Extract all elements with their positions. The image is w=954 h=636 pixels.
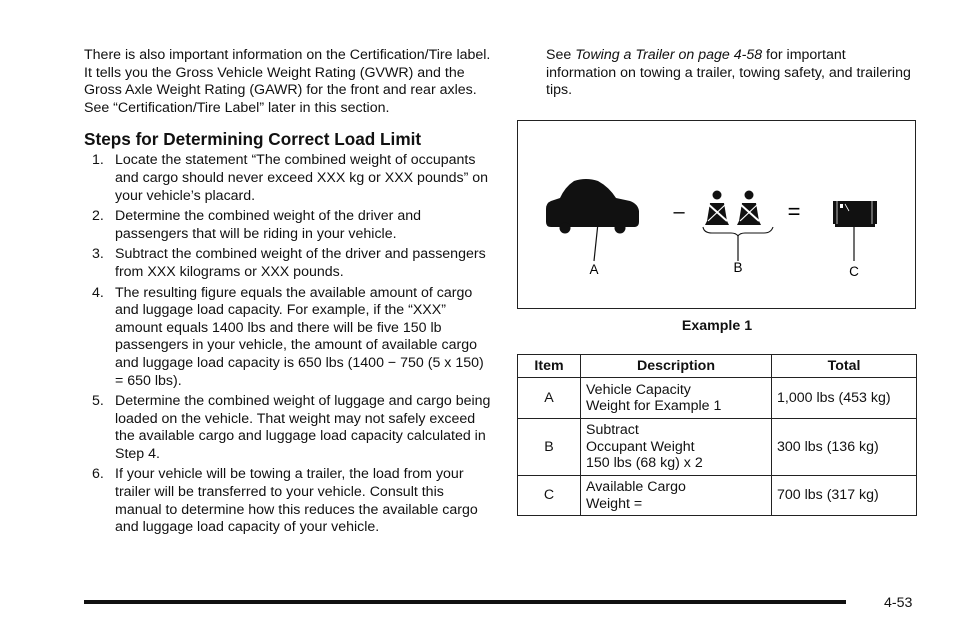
description-line: Available Cargo xyxy=(586,479,686,495)
list-item xyxy=(84,152,492,205)
header-description: Description xyxy=(581,355,772,378)
see-suffix: for important information on towing a trailer, towing safety, and trailering tips. xyxy=(546,47,911,99)
step-text: The resulting figure equals the available amount of cargo and luggage load capacity. For example, if the “XXX” amount equals 1400 lbs and there will be five 150 lb passengers in your vehicle, the amount of available cargo and luggage load capacity is 650 lbs (1400 − 750 (5 x 150) = 650 lbs). xyxy=(115,284,484,389)
total-cell: 1,000 lbs (453 kg) xyxy=(772,378,917,419)
step-number: 4. xyxy=(92,284,104,301)
example-figure xyxy=(517,120,916,309)
total-cell: 300 lbs (136 kg) xyxy=(772,419,917,476)
footer-rule xyxy=(84,600,846,604)
figure-caption: Example 1 xyxy=(681,318,753,334)
list-item xyxy=(84,208,492,243)
step-text: If your vehicle will be towing a trailer, the load from your trailer will be transferred to your vehicle. Consult this manual to determine how this reduces the available cargo and luggage load capacity of your vehicle. xyxy=(115,466,478,536)
item-cell: C xyxy=(518,476,581,516)
steps-list xyxy=(84,152,492,536)
step-text: Locate the statement “The combined weight of occupants and cargo should never exceed XXX kg or XXX pounds” on your vehicle’s placard. xyxy=(115,152,489,204)
see-prefix: See xyxy=(546,47,576,63)
passenger-icon xyxy=(737,191,761,226)
description-line: Weight for Example 1 xyxy=(586,398,722,414)
list-item xyxy=(84,393,492,463)
table-header-row xyxy=(518,355,917,378)
towing-reference xyxy=(546,47,917,100)
right-column xyxy=(517,47,917,512)
step-text: Subtract the combined weight of the driver and passengers from XXX kilograms or XXX pounds. xyxy=(115,246,486,280)
label-b: B xyxy=(733,260,743,275)
description-line: Vehicle Capacity xyxy=(586,381,691,398)
section-heading: Steps for Determining Correct Load Limit xyxy=(84,129,422,150)
page-number: 4-53 xyxy=(884,595,913,611)
table-row xyxy=(518,378,917,419)
load-table xyxy=(517,354,917,516)
step-number: 2. xyxy=(92,208,104,225)
car-icon xyxy=(546,179,639,234)
table-row xyxy=(518,419,917,476)
left-column xyxy=(84,47,492,540)
step-text: Determine the combined weight of luggage and cargo being loaded on the vehicle. That weight may not safely exceed the available cargo and luggage load capacity calculated in Step 4. xyxy=(115,393,491,462)
minus-sign: – xyxy=(673,201,685,223)
description-line: 150 lbs (68 kg) x 2 xyxy=(586,455,703,472)
label-c: C xyxy=(849,264,859,279)
list-item xyxy=(84,466,492,536)
passenger-icon xyxy=(705,191,729,226)
total-cell: 700 lbs (317 kg) xyxy=(772,476,917,516)
list-item xyxy=(84,246,492,281)
header-total: Total xyxy=(772,355,917,378)
cargo-icon xyxy=(833,201,877,227)
description-cell xyxy=(581,378,772,419)
step-number: 3. xyxy=(92,246,104,263)
equals-sign: = xyxy=(787,199,801,224)
description-cell xyxy=(581,419,772,476)
step-text: Determine the combined weight of the driver and passengers that will be riding in your vehicle. xyxy=(115,208,421,242)
label-a: A xyxy=(589,262,599,277)
step-number: 1. xyxy=(92,152,104,169)
step-number: 5. xyxy=(92,393,104,410)
header-item: Item xyxy=(518,355,581,378)
item-cell: B xyxy=(518,419,581,476)
load-illustration xyxy=(518,121,917,310)
description-line: Weight = xyxy=(586,495,643,512)
description-line: Occupant Weight xyxy=(586,438,695,455)
item-cell: A xyxy=(518,378,581,419)
intro-paragraph: There is also important information on the Certification/Tire label. It tells you the Gross Vehicle Weight Rating (GVWR) and the Gross Axle Weight Rating (GAWR) for the front and rear axles. See “Certification/Tire Label” later in this section. xyxy=(84,47,491,116)
step-number: 6. xyxy=(92,466,104,483)
description-cell xyxy=(581,476,772,516)
description-line: Subtract xyxy=(586,422,639,439)
towing-link[interactable]: Towing a Trailer on page 4-58 xyxy=(575,47,763,63)
list-item xyxy=(84,285,492,391)
table-row xyxy=(518,476,917,516)
